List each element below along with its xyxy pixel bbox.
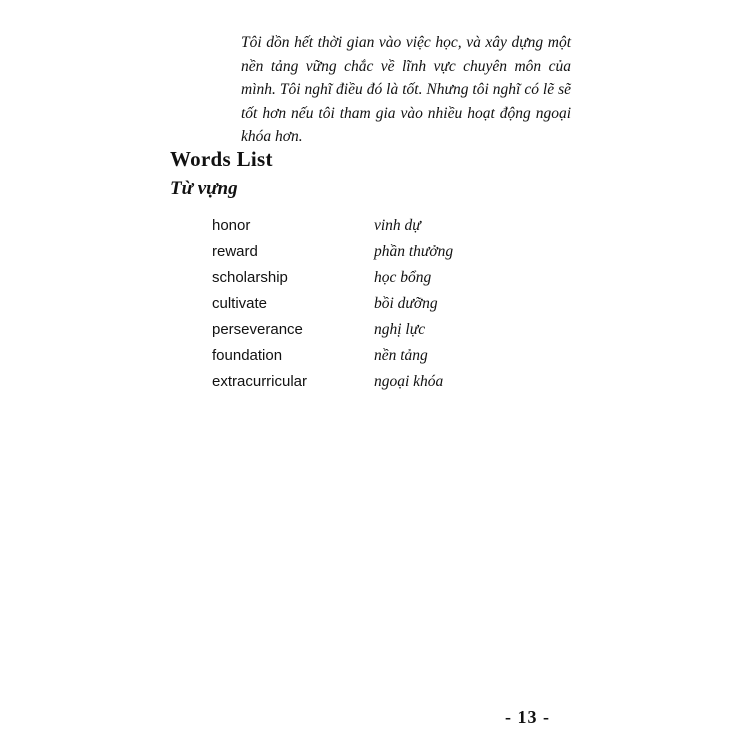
vietnamese-translation: nền tảng: [374, 347, 428, 364]
section-title: Words List: [170, 147, 273, 171]
vietnamese-translation: học bổng: [374, 269, 432, 286]
vietnamese-translation: phần thưởng: [374, 243, 454, 260]
english-word: extracurricular: [212, 373, 308, 390]
vocabulary-row: [212, 343, 532, 369]
english-word: foundation: [212, 347, 283, 364]
vocabulary-row: [212, 369, 532, 395]
intro-line: của mình. Tôi nghĩ điều đó là tốt. Nhưng tôi nghĩ: [241, 57, 571, 98]
vocabulary-row: [212, 213, 532, 239]
vocabulary-list: [212, 213, 532, 395]
vocabulary-row: [212, 317, 532, 343]
english-word: perseverance: [212, 321, 303, 338]
page-number: - 13 -: [505, 707, 550, 727]
vietnamese-translation: vinh dự: [374, 217, 421, 234]
english-word: scholarship: [212, 269, 288, 286]
intro-paragraph: [241, 31, 571, 149]
vocabulary-row: [212, 265, 532, 291]
vietnamese-translation: bồi dưỡng: [374, 295, 438, 312]
section-subtitle: Từ vựng: [170, 178, 238, 199]
intro-line: một nền tảng vững chắc về lĩnh vực chuyên môn: [241, 34, 572, 75]
vietnamese-translation: ngoại khóa: [374, 373, 444, 390]
vocabulary-row: [212, 239, 532, 265]
vietnamese-translation: nghị lực: [374, 321, 426, 338]
english-word: reward: [212, 243, 258, 260]
intro-line: Tôi dồn hết thời gian vào việc học, và xây dựng: [241, 34, 544, 51]
intro-line: động ngoại khóa hơn.: [241, 104, 572, 145]
english-word: cultivate: [212, 295, 268, 312]
intro-line: có lẽ sẽ tốt hơn nếu tôi tham gia vào nhiều hoạt: [241, 81, 571, 122]
vocabulary-row: [212, 291, 532, 317]
english-word: honor: [212, 217, 251, 234]
